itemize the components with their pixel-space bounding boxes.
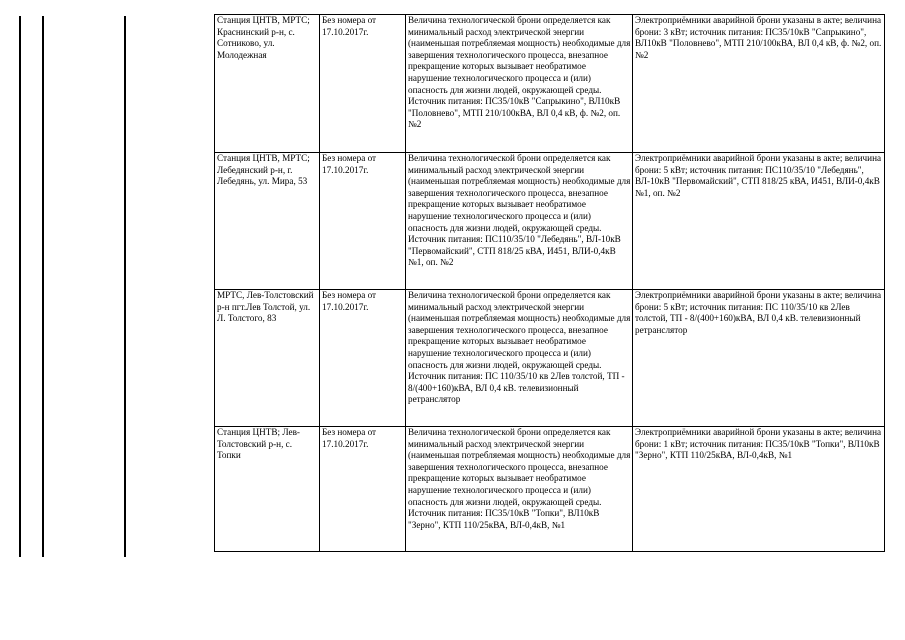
technological-reserve-cell: Величина технологической брони определяется как минимальный расход электрической энергии (наименьшая потребляемая мощность) необходимые для завершения технологического процесса, внезапное прекращение которых вызывает необратимое нарушение технологического процесса и (или) опасность для жизни людей, окружающей среды. Источник питания: ПС110/35/10 "Лебедянь", ВЛ-10кВ "Первомайский", СТП 818/25 кВА, И451, ВЛИ-0,4кВ №1, оп. №2 (406, 153, 633, 290)
location-cell: Станция ЦНТВ; Лев-Толстовский р-н, с. Топки (215, 427, 320, 552)
emergency-reserve-cell: Электроприёмники аварийной брони указаны в акте; величина брони: 1 кВт; источник питания: ПС35/10кВ "Топки", ВЛ10кВ "Зерно", КТП 110/25кВА, ВЛ-0,4кВ, №1 (633, 427, 885, 552)
technological-reserve-cell: Величина технологической брони определяется как минимальный расход электрической энергии (наименьшая потребляемая мощность) необходимые для завершения технологического процесса, внезапное прекращение которых вызывает необратимое нарушение технологического процесса и (или) опасность для жизни людей, окружающей среды. Источник питания: ПС35/10кВ "Сапрыкино", ВЛ10кВ "Половнево", МТП 210/100кВА, ВЛ 0,4 кВ, ф. №2, оп.№2 (406, 15, 633, 153)
table-row (215, 15, 885, 153)
emergency-reserve-cell: Электроприёмники аварийной брони указаны в акте; величина брони: 5 кВт; источник питания: ПС110/35/10 "Лебедянь", ВЛ-10кВ "Первомайский", СТП 818/25 кВА, И451, ВЛИ-0,4кВ №1, оп. №2 (633, 153, 885, 290)
doc-number-cell: Без номера от 17.10.2017г. (320, 427, 406, 552)
emergency-reserve-cell: Электроприёмники аварийной брони указаны в акте; величина брони: 5 кВт; источник питания: ПС 110/35/10 кв 2Лев толстой, ТП - 8/(400+160)кВА, ВЛ 0,4 кВ. телевизионный ретранслятор (633, 290, 885, 427)
technological-reserve-cell: Величина технологической брони определяется как минимальный расход электрической энергии (наименьшая потребляемая мощность) необходимые для завершения технологического процесса, внезапное прекращение которых вызывает необратимое нарушение технологического процесса и (или) опасность для жизни людей, окружающей среды. Источник питания: ПС35/10кВ "Топки", ВЛ10кВ "Зерно", КТП 110/25кВА, ВЛ-0,4кВ, №1 (406, 427, 633, 552)
power-reserve-table (214, 14, 885, 552)
left-border-line-1 (19, 16, 21, 557)
table-row (215, 290, 885, 427)
location-cell: Станция ЦНТВ, МРТС; Лебедянский р-н, г. Лебедянь, ул. Мира, 53 (215, 153, 320, 290)
location-cell: МРТС, Лев-Толстовский р-н пгт.Лев Толстой, ул. Л. Толстого, 83 (215, 290, 320, 427)
table-row (215, 427, 885, 552)
table-row (215, 153, 885, 290)
location-cell: Станция ЦНТВ, МРТС; Краснинский р-н, с. Сотниково, ул. Молодежная (215, 15, 320, 153)
emergency-reserve-cell: Электроприёмники аварийной брони указаны в акте; величина брони: 3 кВт; источник питания: ПС35/10кВ "Сапрыкино", ВЛ10кВ "Половнево", МТП 210/100кВА, ВЛ 0,4 кВ, ф. №2, оп.№2 (633, 15, 885, 153)
doc-number-cell: Без номера от 17.10.2017г. (320, 15, 406, 153)
technological-reserve-cell: Величина технологической брони определяется как минимальный расход электрической энергии (наименьшая потребляемая мощность) необходимые для завершения технологического процесса, внезапное прекращение которых вызывает необратимое нарушение технологического процесса и (или) опасность для жизни людей, окружающей среды. Источник питания: ПС 110/35/10 кв 2Лев толстой, ТП - 8/(400+160)кВА, ВЛ 0,4 кВ. телевизионный ретранслятор (406, 290, 633, 427)
doc-number-cell: Без номера от 17.10.2017г. (320, 290, 406, 427)
doc-number-cell: Без номера от 17.10.2017г. (320, 153, 406, 290)
left-border-line-2 (42, 16, 44, 557)
left-border-line-3 (124, 16, 126, 557)
